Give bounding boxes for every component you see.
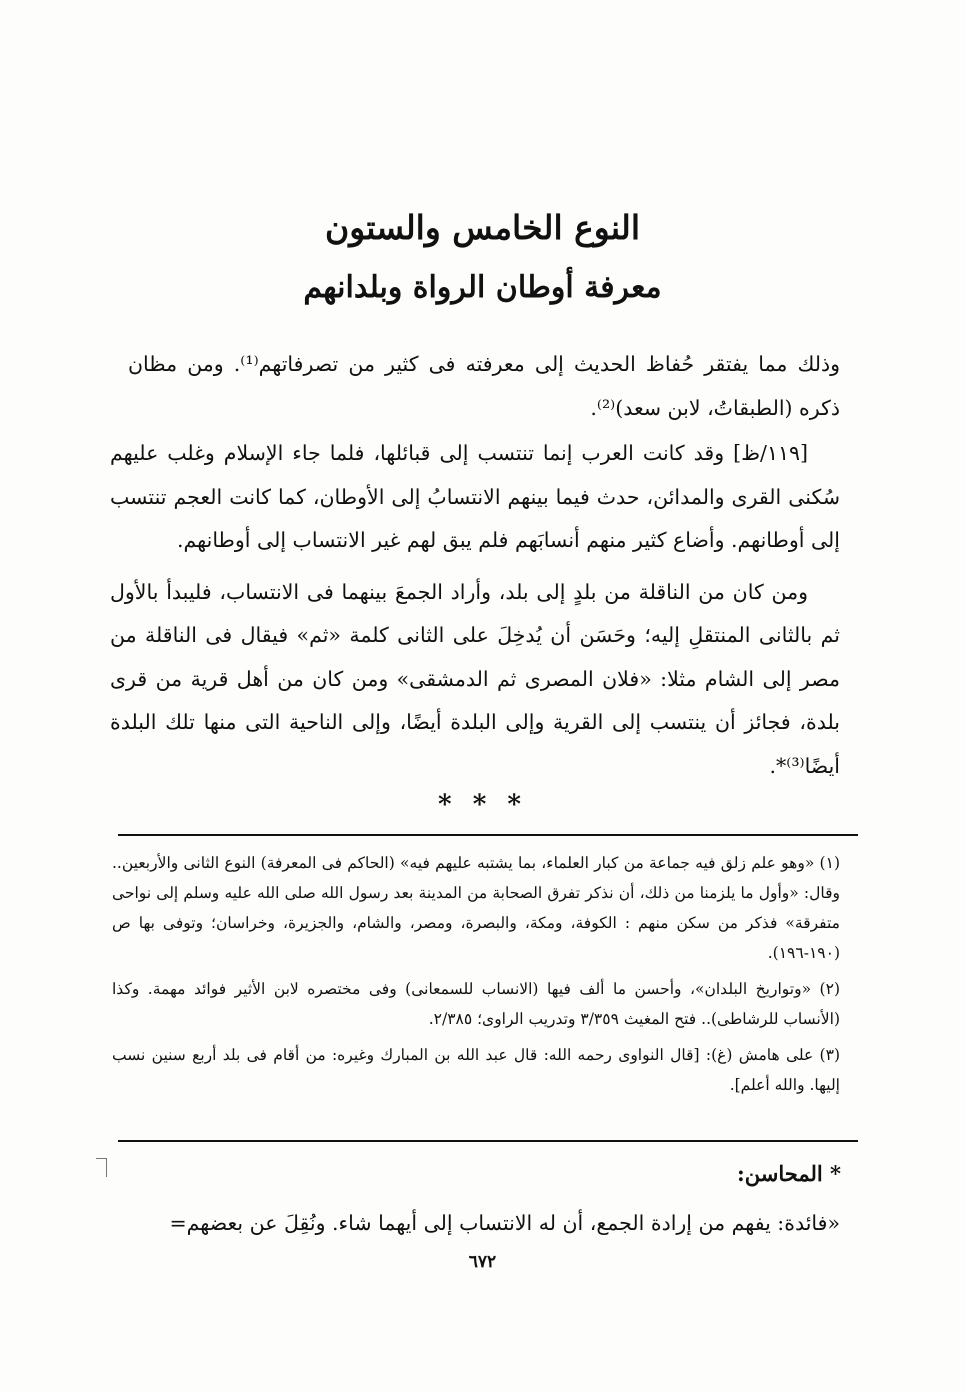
footnote-divider-top (118, 834, 858, 836)
margin-mark (96, 1158, 107, 1177)
mahasin-paragraph: «فائدة: يفهم من إرادة الجمع، أن له الانتساب إلى أيهما شاء. ونُقِلَ عن بعضهم= (169, 1211, 840, 1235)
page-number: ٦٧٢ (468, 1252, 497, 1272)
main-text-block (110, 432, 840, 788)
footnote-2: (٢) «وتواريخ البلدان»، وأحسن ما ألف فيها (الانساب للسمعانى) وفى مختصره لابن الأثير فوائد مهمة. وكذا (الأنساب للرشاطى).. فتح المغيث ٣/٣٥٩ وتدريب الراوى؛ ٢/٣٨٥. (112, 980, 840, 1028)
intro-paragraph: وذلك مما يفتقر حُفاظ الحديث إلى معرفته فى كثير من تصرفاتهم⁽¹⁾. ومن مظان ذكره (الطبقاتُ، لابن سعد)⁽²⁾. (128, 352, 841, 420)
footnote-3: (٣) على هامش (غ): [قال النواوى رحمه الله: قال عبد الله بن المبارك وغيره: من أقام فى بلد أربع سنين نسب إليها. والله أعلم]. (112, 1046, 840, 1094)
section-separator: * * * (438, 790, 527, 820)
footnote-divider-bottom (118, 1140, 858, 1142)
intro-paragraph-block (128, 342, 840, 430)
mahasin-text-block (118, 1205, 840, 1241)
chapter-subtitle: معرفة أوطان الرواة وبلدانهم (303, 270, 662, 305)
footnote-1: (١) «وهو علم زلق فيه جماعة من كبار العلماء، بما يشتبه عليهم فيه» (الحاكم فى المعرفة) النوع الثانى والأربعين.. وقال: «وأول ما يلزمنا من ذلك، أن نذكر تفرق الصحابة من المدينة بعد رسول الله صلى الله عليه وسلم إلى نواحى متفرقة» فذكر من سكن منهم : الكوفة، ومكة، والبصرة، ومصر، والشام، والجزيرة، وخراسان؛ وتوفى بها ص (١٩٠-١٩٦). (112, 854, 840, 962)
mahasin-heading: * المحاسن: (737, 1161, 841, 1186)
footnotes-block (112, 848, 840, 1100)
body-paragraph-1: [١١٩/ظ] وقد كانت العرب إنما تنتسب إلى قبائلها، فلما جاء الإسلام وغلب عليهم سُكنى القرى والمدائن، حدث فيما بينهم الانتسابُ إلى الأوطان، كما كانت العجم تنتسب إلى أوطانهم. وأضاع كثير منهم أنسابَهم فلم يبق لهم غير الانتساب إلى أوطانهم. (110, 441, 840, 552)
chapter-title: النوع الخامس والستون (324, 208, 641, 247)
body-paragraph-2: ومن كان من الناقلة من بلدٍ إلى بلد، وأراد الجمعَ بينهما فى الانتساب، فليبدأ بالأول ثم بالثانى المنتقلِ إليه؛ وحَسَن أن يُدخِلَ على الثانى كلمة «ثم» فيقال فى الناقلة من مصر إلى الشام مثلا: «فلان المصرى ثم الدمشقى» ومن كان من أهل قرية من قرى بلدة، فجائز أن ينتسب إلى القرية وإلى البلدة أيضًا، وإلى الناحية التى منها تلك البلدة أيضًا⁽³⁾*. (110, 579, 840, 778)
